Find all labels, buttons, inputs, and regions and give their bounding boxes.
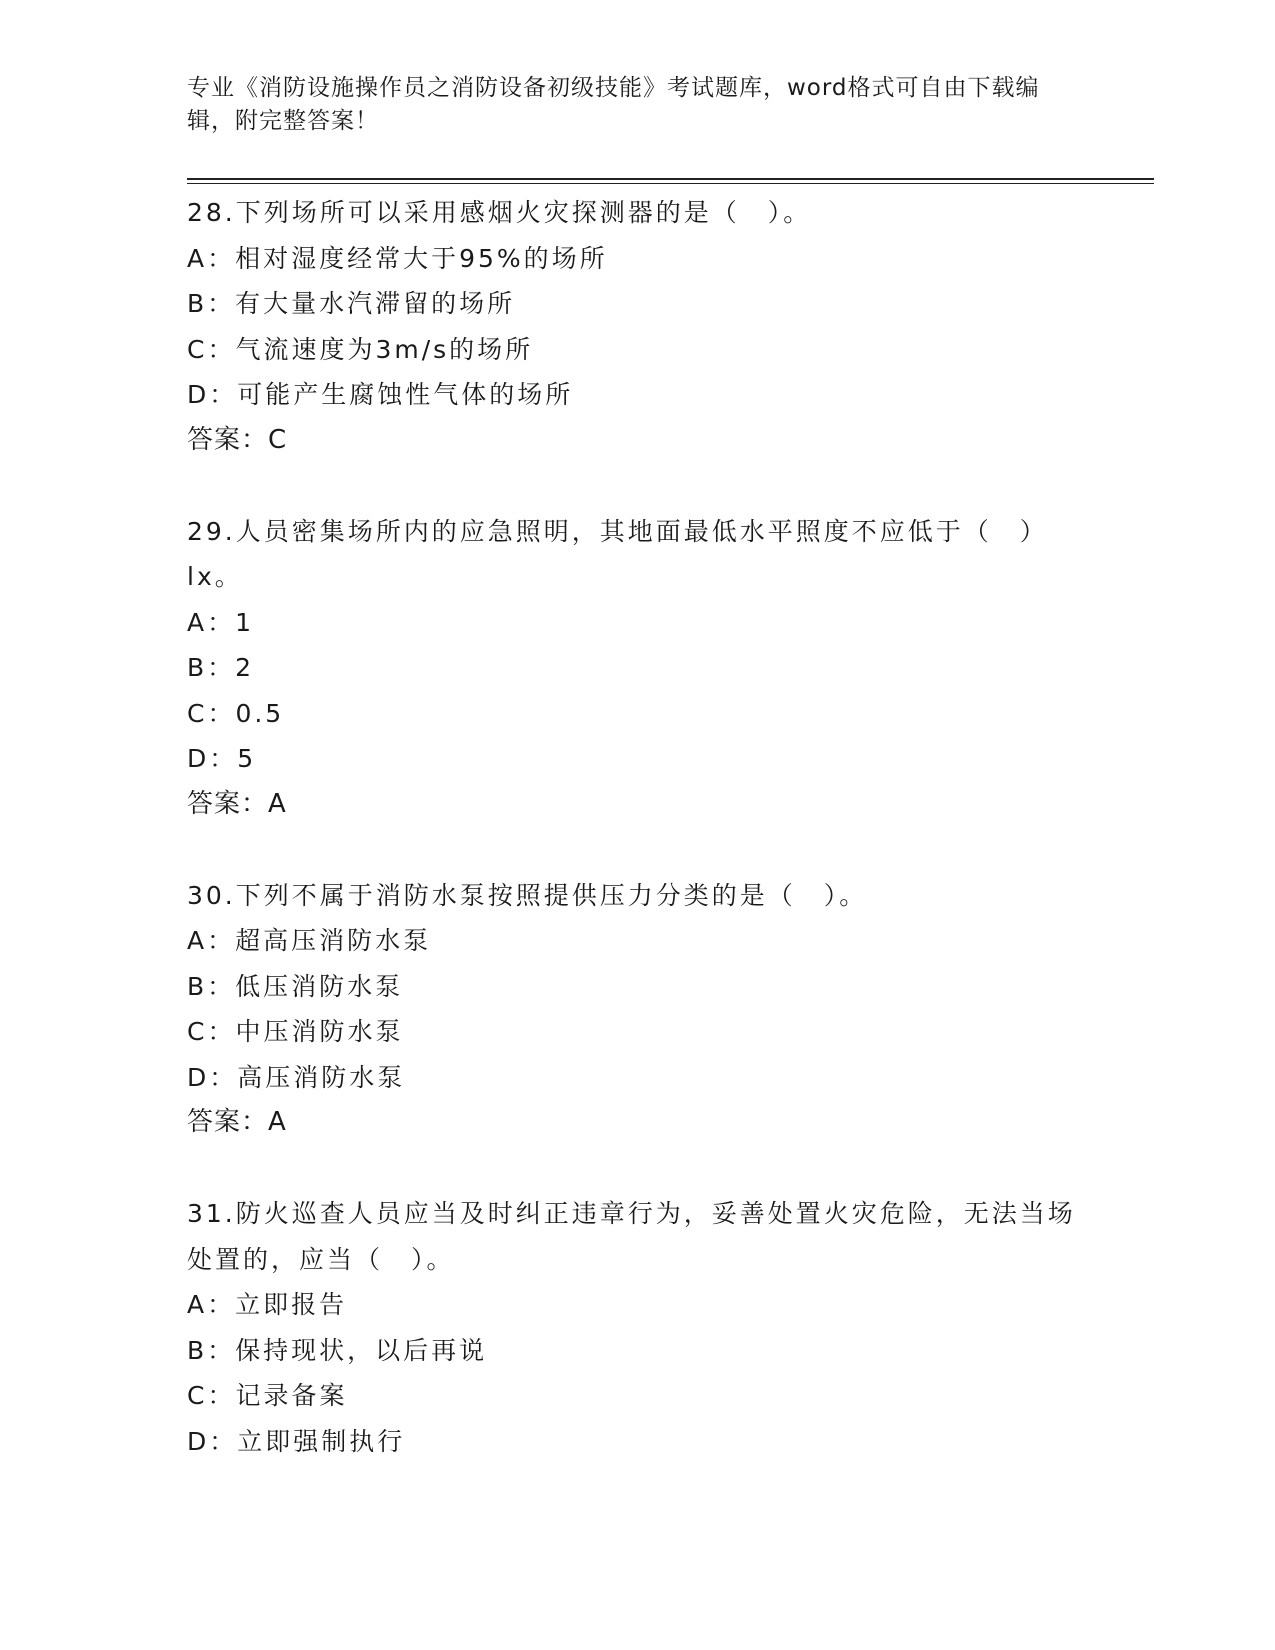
question-28: [187, 190, 1087, 509]
question-stem: 30.下列不属于消防水泵按照提供压力分类的是（ ）。: [187, 880, 868, 910]
question-spacer: [187, 463, 1087, 509]
option-b: B：有大量水汽滞留的场所: [187, 289, 516, 318]
option-d: D：立即强制执行: [187, 1426, 406, 1456]
option-a: A：超高压消防水泵: [187, 926, 432, 955]
answer: 答案：A: [187, 1107, 287, 1137]
answer: 答案：A: [187, 788, 287, 819]
question-31: [187, 1191, 1087, 1464]
question-list: [187, 190, 1087, 1464]
option-c: C：气流速度为3m/s的场所: [187, 334, 534, 364]
question-spacer: [187, 827, 1087, 873]
question-spacer: [187, 1146, 1087, 1192]
question-30: [187, 873, 1087, 1192]
option-d: D：可能产生腐蚀性气体的场所: [187, 380, 574, 409]
option-b: B：2: [187, 653, 255, 682]
question-stem: 29.人员密集场所内的应急照明，其地面最低水平照度不应低于（ ）lx。: [187, 516, 1048, 591]
document-header: 专业《消防设施操作员之消防设备初级技能》考试题库，word格式可自由下载编辑，附完整答案！: [187, 75, 1040, 134]
option-a: A：相对湿度经常大于95%的场所: [187, 243, 608, 273]
question-stem: 31.防火巡查人员应当及时纠正违章行为，妥善处置火灾危险，无法当场处置的，应当（ ）。: [187, 1199, 1076, 1274]
option-c: C：中压消防水泵: [187, 1017, 404, 1046]
answer: 答案：C: [187, 424, 288, 455]
option-b: B：低压消防水泵: [187, 971, 404, 1001]
question-stem: 28.下列场所可以采用感烟火灾探测器的是（ ）。: [187, 198, 812, 227]
option-c: C：记录备案: [187, 1381, 348, 1410]
option-d: D：5: [187, 744, 257, 773]
option-c: C：0.5: [187, 698, 285, 728]
header-divider: [187, 178, 1154, 184]
option-a: A：立即报告: [187, 1290, 348, 1319]
question-29: [187, 509, 1087, 873]
option-d: D：高压消防水泵: [187, 1062, 406, 1092]
option-a: A：1: [187, 607, 255, 637]
option-b: B：保持现状，以后再说: [187, 1335, 488, 1365]
